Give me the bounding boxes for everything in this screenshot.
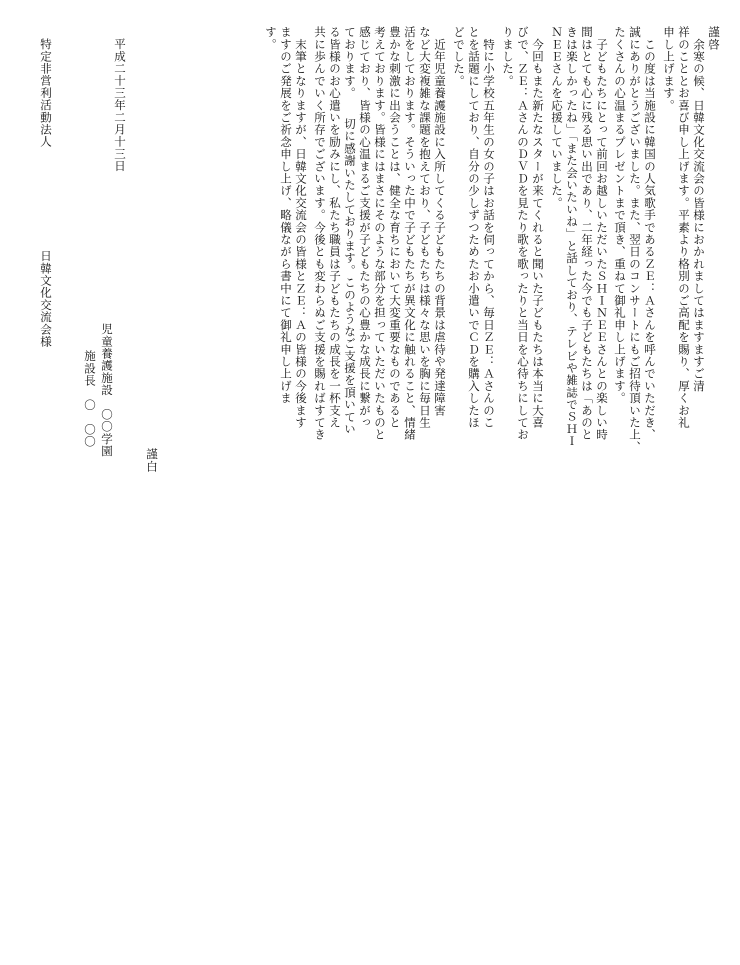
body-line: ＮＥＥさんを応援していました。 [550, 26, 564, 209]
body-line: 共に歩んでいく所存でございます。今後とも変わらぬご支援を賜ればすてき [313, 26, 327, 441]
sender-organization: 児童養護施設 〇〇学園 [100, 323, 114, 458]
body-line: きは楽しかったね」「また会いたいね」と話しており、テレビや雑誌でＳＨＩ [565, 26, 579, 448]
closing-word: 謹白 [145, 448, 159, 473]
opening-word: 謹啓 [707, 26, 721, 51]
body-line: ますのご発展をご祈念申し上げ、略儀ながら書中にて御礼申し上げま [279, 26, 293, 405]
body-line: 子どもたちにとって前回お越しいただいたＳＨＩＮＥＥさんとの楽しい時 [595, 26, 609, 441]
body-line: 今回もまた新たなスターが来てくれると聞いた子どもたちは本当に大喜 [531, 26, 545, 429]
body-line: 祥のこととお喜び申し上げます。平素より格別のご高配を賜り、厚くお礼 [677, 26, 691, 429]
recipient-name: 日韓文化交流会様 [39, 250, 53, 348]
body-line: 余寒の候、日韓文化交流会の皆様におかれましてはますますご清 [692, 26, 706, 392]
body-line: 豊かな刺激に出会うことは、健全な育ちにおいて大変重要なものであると [388, 26, 402, 429]
body-line: など大変複雑な課題を抱えており、子どもたちは様々な思いを胸に毎日生 [418, 26, 432, 429]
recipient-organization: 特定非営利活動法人 [39, 38, 53, 148]
body-line: 特に小学校五年生の女の子はお話を伺ってから、毎日ＺＥ：Ａさんのこ [482, 26, 496, 429]
letter-date: 平成二十三年二月十三日 [113, 38, 127, 173]
sender-title: 施設長 〇 〇〇 [83, 350, 97, 448]
body-line: りました。 [501, 26, 515, 87]
body-line: 末筆となりますが、日韓文化交流会の皆様とＺＥ：Ａの皆様の今後ます [294, 26, 308, 429]
body-line: とを話題にしており、自分の少しずつためたお小遣いでＣＤを購入したほ [467, 26, 481, 429]
body-line: 間はとても心に残る思い出であり、二年経った今でも子どもたちは「あのと [580, 26, 594, 441]
body-line: ております。 切に感謝いたしております。このようなご支援を頂いてい [343, 26, 357, 436]
body-line: る皆様のお心遣いを励みにし、私たち職員は子どもたちの成長を一杯支え [328, 26, 342, 429]
body-line: 感じており、皆様の心温まるご支援が子どもたちの心豊かな成長に繋がっ [358, 26, 372, 429]
body-line: びで、ＺＥ：ＡさんのＤＶＤを見たり歌を歌ったりと当日を心待ちにしてお [516, 26, 530, 441]
body-line: 誠にありがとうございました。また、翌日のコンサートにもご招待頂いた上、 [628, 26, 642, 453]
body-line: 活をしております。そういった中で子どもたちが異文化に触れること、情緒 [403, 26, 417, 441]
body-line: どでした。 [452, 26, 466, 87]
body-line: たくさんの心温まるプレゼントまで頂き、重ねて御礼申し上げます。 [613, 26, 627, 405]
body-line: す。 [264, 26, 278, 51]
body-line: 申し上げます。 [662, 26, 676, 112]
body-line: この度は当施設に韓国の人気歌手であるＺＥ：Ａさんを呼んでいただき、 [643, 26, 657, 441]
body-line: 近年児童養護施設に入所してくる子どもたちの背景は虐待や発達障害 [433, 26, 447, 417]
body-line: 考えております。皆様にはまさにそのような部分を担っていただいたものと [373, 26, 387, 441]
